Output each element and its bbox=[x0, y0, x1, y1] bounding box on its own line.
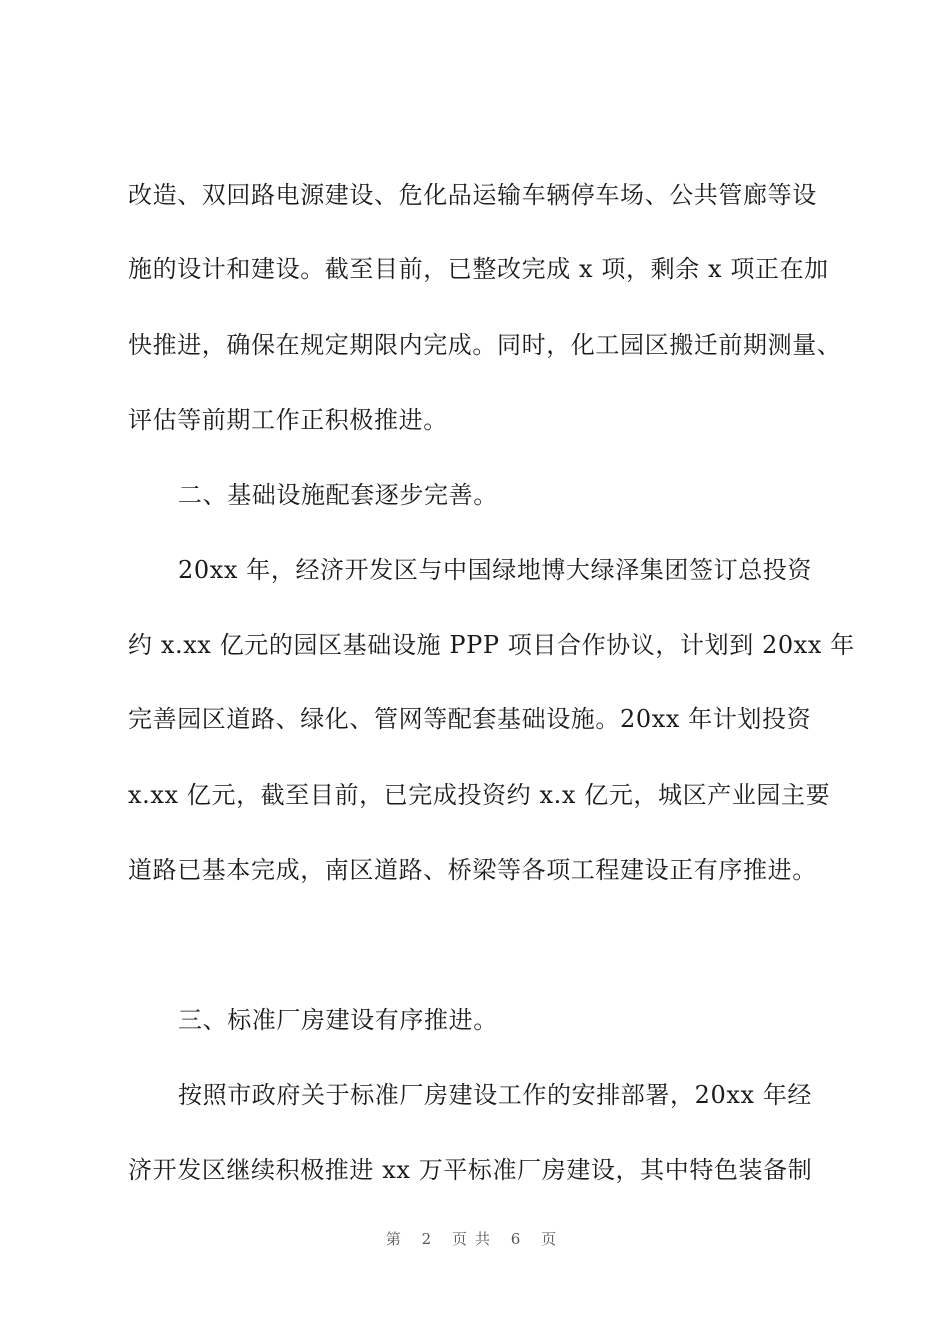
body-text-line: 约 x.xx 亿元的园区基础设施 PPP 项目合作协议，计划到 20xx 年 bbox=[128, 631, 855, 659]
body-text-line: 评估等前期工作正积极推进。 bbox=[128, 406, 448, 434]
body-text-line: 济开发区继续积极推进 xx 万平标准厂房建设，其中特色装备制 bbox=[128, 1156, 813, 1184]
body-text-line: 施的设计和建设。截至目前，已整改完成 x 项，剩余 x 项正在加 bbox=[128, 255, 829, 283]
body-text-line: 20xx 年，经济开发区与中国绿地博大绿泽集团签订总投资 bbox=[178, 556, 813, 584]
body-text-line: 改造、双回路电源建设、危化品运输车辆停车场、公共管廊等设 bbox=[128, 181, 817, 209]
section-heading: 二、基础设施配套逐步完善。 bbox=[178, 481, 498, 509]
page-number-footer: 第 2 页共 6 页 bbox=[385, 1230, 565, 1248]
body-text-line: 完善园区道路、绿化、管网等配套基础设施。20xx 年计划投资 bbox=[128, 705, 812, 733]
body-text-line: 按照市政府关于标准厂房建设工作的安排部署，20xx 年经 bbox=[178, 1081, 813, 1109]
body-text-line: 快推进，确保在规定期限内完成。同时，化工园区搬迁前期测量、 bbox=[128, 331, 842, 359]
body-text-line: 道路已基本完成，南区道路、桥梁等各项工程建设正有序推进。 bbox=[128, 856, 817, 884]
section-heading: 三、标准厂房建设有序推进。 bbox=[178, 1006, 498, 1034]
body-text-line: x.xx 亿元，截至目前，已完成投资约 x.x 亿元，城区产业园主要 bbox=[128, 781, 831, 809]
